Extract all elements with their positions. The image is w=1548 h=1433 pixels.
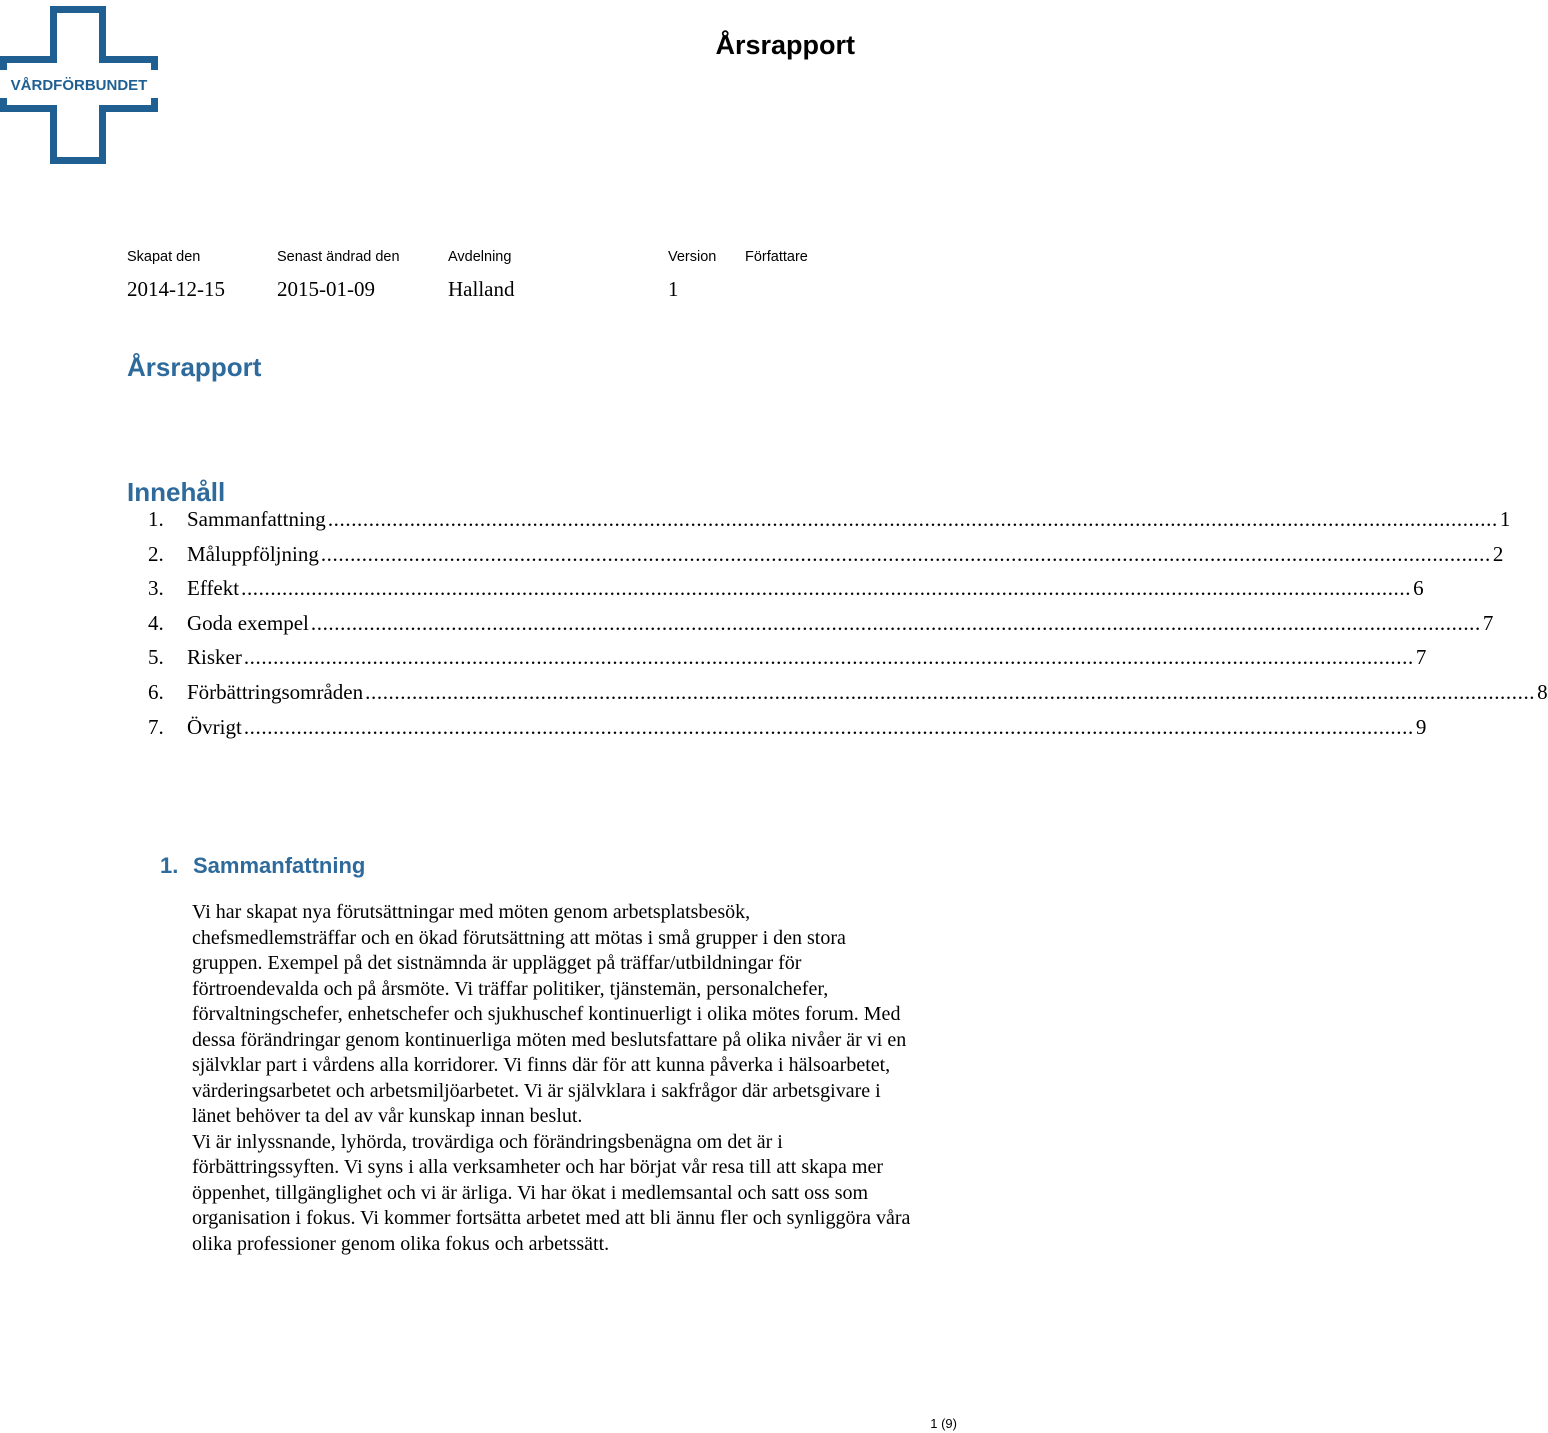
toc-leader-dots: ........................................................................................................................................................................................................ — [243, 714, 1414, 739]
section-heading — [160, 853, 365, 879]
section-body — [192, 900, 917, 1257]
toc-leader-dots: ........................................................................................................................................................................................................ — [241, 576, 1412, 601]
toc-leader-dots: ........................................................................................................................................................................................................ — [365, 679, 1536, 704]
toc-item-ovrigt[interactable] — [148, 714, 1427, 750]
toc-item-page: 2 — [1492, 541, 1504, 566]
toc-item-risker[interactable] — [148, 645, 1427, 680]
toc-item-number: 4. — [148, 610, 164, 635]
toc-heading: Innehåll — [127, 477, 226, 507]
page-number: 1 (9) — [930, 1416, 957, 1431]
meta-value-department: Halland — [448, 277, 515, 301]
toc-leader-dots: ........................................................................................................................................................................................................ — [327, 507, 1498, 531]
table-of-contents — [148, 507, 1548, 749]
body-paragraph: Vi är inlyssnande, lyhörda, trovärdiga och förändringsbenägna om det är i förbättringssyften. Vi syns i alla verksamheter och har börjat vår resa till att skapa mer öppenhet, tillgänglighet och vi är ärliga. Vi har ökat i medlemsantal och satt oss som organisation i fokus. Vi kommer fortsätta arbetet med att bli ännu fler och synliggöra våra olika professioner genom olika fokus och arbetssätt. — [192, 1130, 911, 1255]
toc-item-page: 6 — [1413, 576, 1424, 601]
toc-item-label: Övrigt — [187, 714, 242, 739]
section-title: Sammanfattning — [193, 853, 366, 878]
toc-item-page: 1 — [1499, 507, 1511, 531]
toc-item-page: 7 — [1415, 645, 1427, 670]
toc-item-number: 1. — [148, 507, 164, 531]
toc-item-sammanfattning[interactable] — [148, 507, 1511, 542]
body-paragraph: Vi har skapat nya förutsättningar med möten genom arbetsplatsbesök, chefsmedlemsträffar och en ökad förutsättning att mötas i små grupper i den stora gruppen. Exempel på det sistnämnda är upplägget på träffar/utbildningar för förtroendevalda och på årsmöte. Vi träffar politiker, tjänstemän, personalchefer, förvaltningschefer, enhetschefer och sjukhuschef kontinuerligt i olika mötes forum. Med dessa förändringar genom kontinuerliga möten med beslutsfattare på olika nivåer är vi en självklar part i vårdens alla korridorer. Vi finns där för att kunna påverka i hälsoarbetet, värderingsarbetet och arbetsmiljöarbetet. Vi är självklara i sakfrågor där arbetsgivare i länet behöver ta del av vår kunskap innan beslut. — [192, 901, 907, 1127]
toc-item-goda-exempel[interactable] — [148, 610, 1494, 646]
toc-item-page: 8 — [1537, 679, 1548, 704]
toc-item-label: Effekt — [187, 576, 240, 601]
document-title: Årsrapport — [127, 352, 262, 382]
toc-item-label: Goda exempel — [187, 610, 309, 635]
toc-item-number: 6. — [148, 679, 164, 704]
toc-item-number: 7. — [148, 714, 164, 739]
toc-leader-dots: ........................................................................................................................................................................................................ — [243, 645, 1414, 670]
toc-item-maluppfoljning[interactable] — [148, 541, 1504, 577]
meta-value-version: 1 — [668, 277, 679, 301]
meta-value-modified: 2015-01-09 — [277, 277, 375, 301]
section-number: 1. — [160, 853, 179, 878]
meta-value-created: 2014-12-15 — [127, 277, 225, 301]
toc-item-number: 2. — [148, 541, 164, 566]
toc-leader-dots: ........................................................................................................................................................................................................ — [320, 541, 1491, 566]
meta-label-created: Skapat den — [127, 249, 201, 265]
logo-text: VÅRDFÖRBUNDET — [10, 77, 148, 94]
toc-item-number: 5. — [148, 645, 164, 670]
meta-label-version: Version — [668, 249, 717, 265]
header-title: Årsrapport — [715, 30, 855, 60]
meta-label-department: Avdelning — [448, 249, 512, 265]
toc-leader-dots: ........................................................................................................................................................................................................ — [310, 610, 1481, 635]
toc-item-label: Förbättringsområden — [187, 679, 364, 704]
toc-item-label: Risker — [187, 645, 242, 670]
toc-item-effekt[interactable] — [148, 576, 1424, 611]
toc-item-page: 9 — [1415, 714, 1427, 739]
toc-item-label: Måluppföljning — [187, 541, 319, 566]
toc-item-label: Sammanfattning — [187, 507, 326, 531]
toc-item-number: 3. — [148, 576, 164, 601]
meta-label-author: Författare — [745, 249, 808, 265]
vardforbundet-logo — [0, 6, 158, 164]
meta-label-modified: Senast ändrad den — [277, 249, 400, 265]
toc-item-page: 7 — [1482, 610, 1494, 635]
toc-item-forbattringsomraden[interactable] — [148, 679, 1548, 715]
